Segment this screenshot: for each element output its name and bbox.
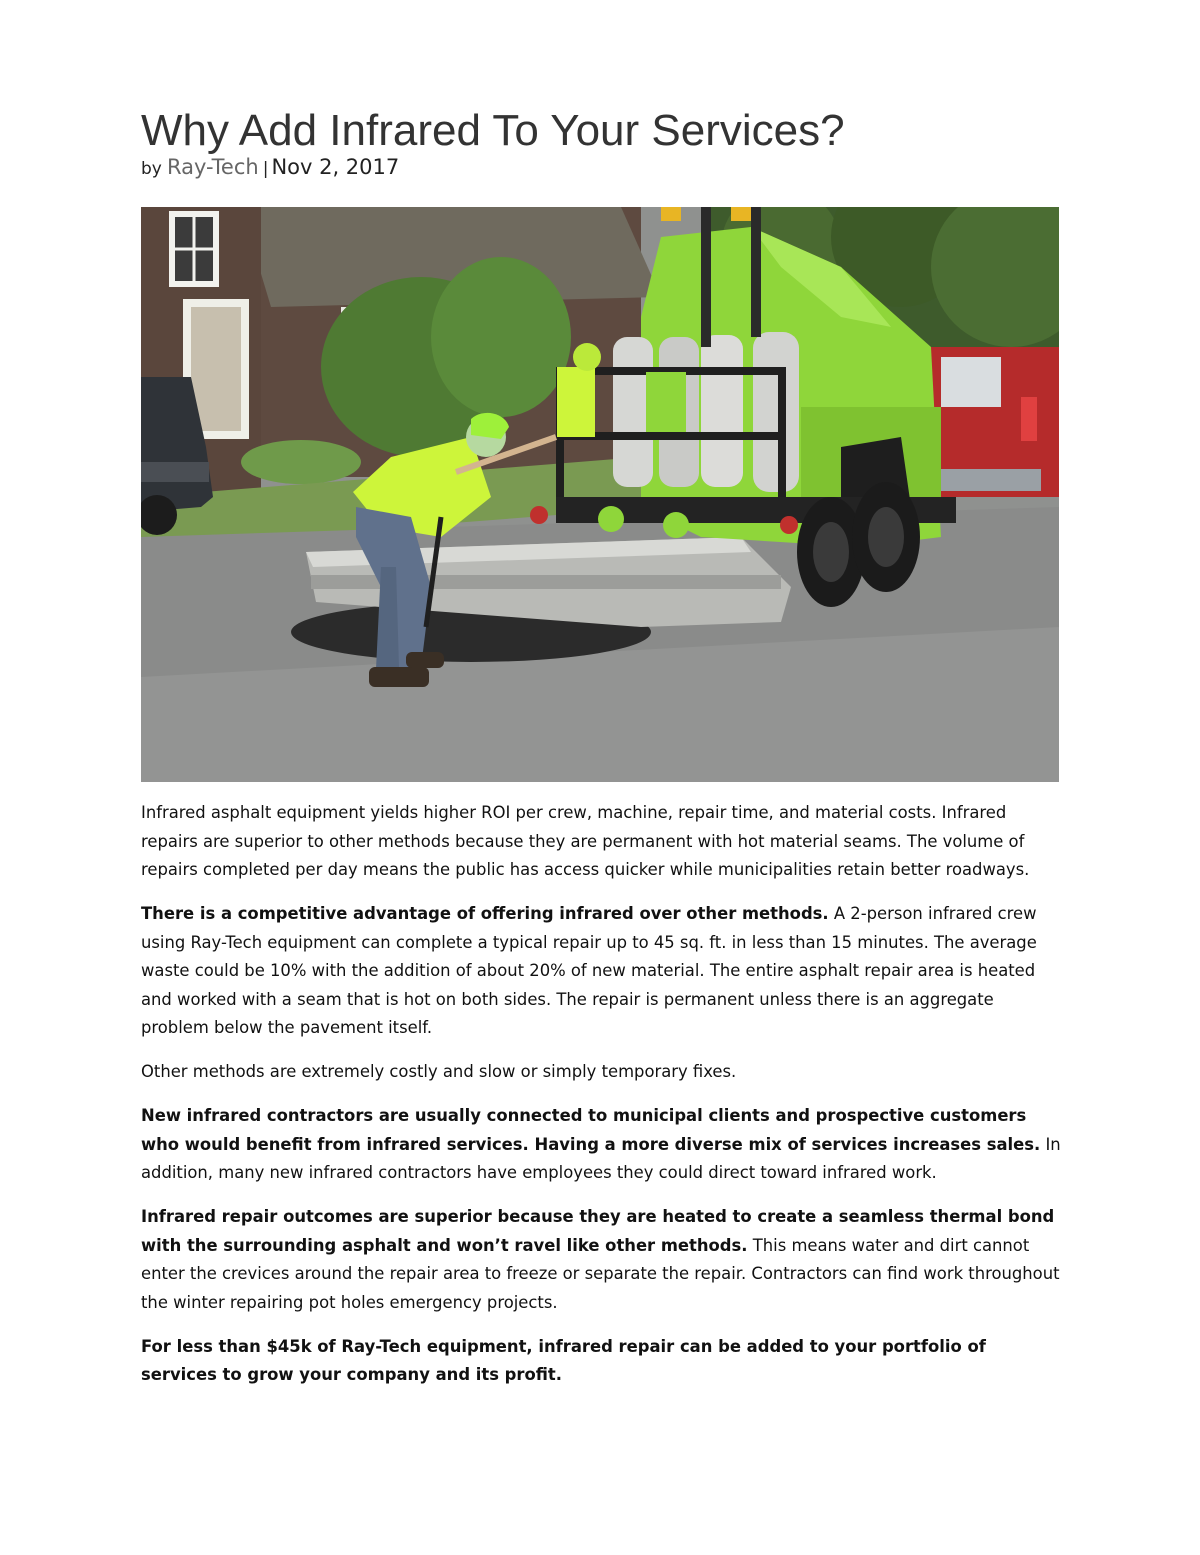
paragraph-4-text: In addition, many new infrared contractors have employees they could direct toward infrared work.	[141, 1134, 1061, 1182]
paragraph-4-lead: New infrared contractors are usually connected to municipal clients and prospective customers who would benefit from infrared services. Having a more diverse mix of services increases sales.	[141, 1106, 1041, 1154]
article-body	[141, 799, 1066, 1405]
paragraph-1-text: Infrared asphalt equipment yields higher ROI per crew, machine, repair time, and material costs. Infrared repairs are superior to other methods because they are permanent with hot material seams. The volume of repairs completed per day means the public has access quicker while municipalities retain better roadways.	[141, 803, 1030, 879]
featured-photo-illustration	[141, 207, 1059, 782]
paragraph-6-lead: For less than $45k of Ray-Tech equipment, infrared repair can be added to your portfolio of services to grow your company and its profit.	[141, 1336, 986, 1384]
paragraph-5-text: This means water and dirt cannot enter the crevices around the repair area to freeze or separate the repair. Contractors can find work throughout the winter repairing pot holes emergency projects.	[141, 1235, 1060, 1312]
paragraph-2-text: A 2-person infrared crew using Ray-Tech equipment can complete a typical repair up to 45 sq. ft. in less than 15 minutes. The average waste could be 10% with the addition of about 20% of new material. The entire asphalt repair area is heated and worked with a seam that is hot on both sides. The repair is permanent unless there is an aggregate problem below the pavement itself.	[141, 904, 1037, 1037]
byline	[141, 155, 399, 185]
publish-date: Nov 2, 2017	[271, 155, 400, 179]
paragraph-3	[141, 1058, 1066, 1087]
paragraph-3-text: Other methods are extremely costly and slow or simply temporary fixes.	[141, 1062, 737, 1081]
paragraph-2-lead: There is a competitive advantage of offering infrared over other methods.	[141, 904, 829, 923]
paragraph-5-lead: Infrared repair outcomes are superior because they are heated to create a seamless thermal bond with the surrounding asphalt and won’t ravel like other methods.	[141, 1207, 1055, 1255]
byline-separator: |	[262, 159, 269, 179]
byline-by: by	[141, 159, 162, 179]
paragraph-1	[141, 799, 1066, 885]
paragraph-2	[141, 900, 1066, 1043]
author-link[interactable]: Ray-Tech	[166, 155, 259, 179]
paragraph-6	[141, 1333, 1066, 1390]
article-title: Why Add Infrared To Your Services?	[141, 106, 845, 155]
paragraph-4	[141, 1102, 1066, 1188]
paragraph-5	[141, 1203, 1066, 1317]
featured-photo	[141, 207, 1059, 782]
